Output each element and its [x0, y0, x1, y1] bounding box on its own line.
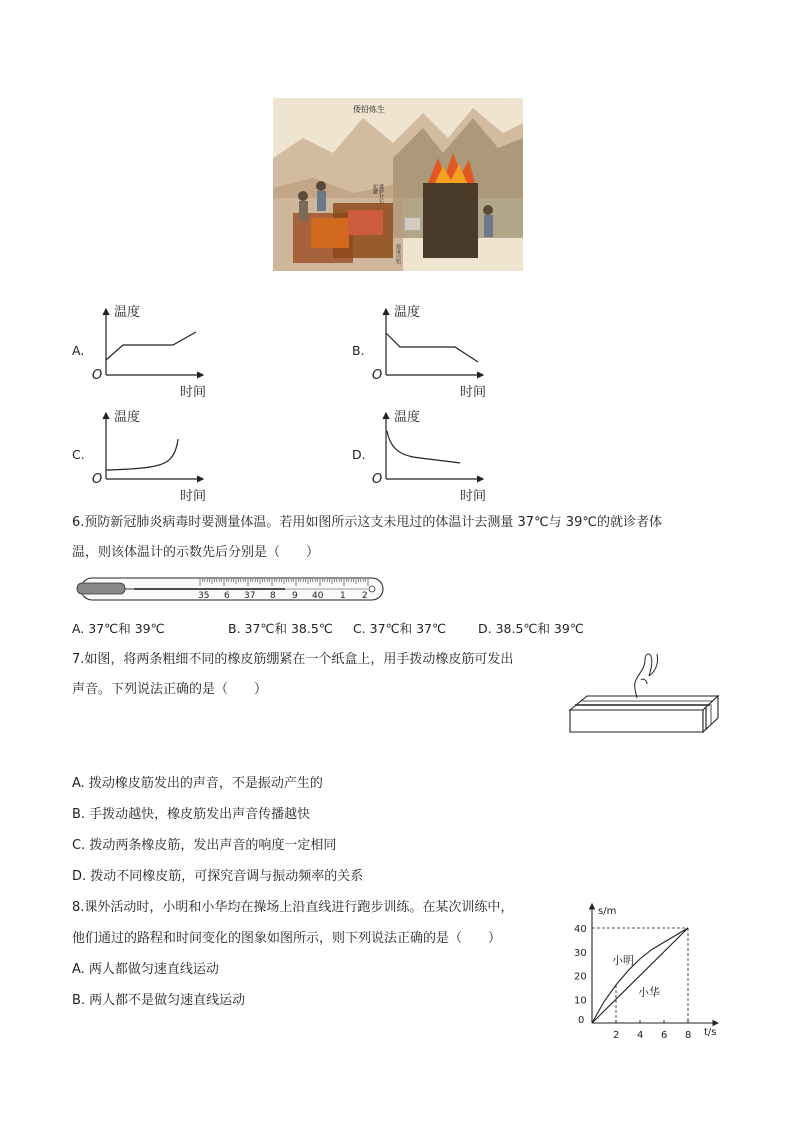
y-tick-label-40: 40: [574, 924, 587, 935]
option-a-graph[interactable]: [98, 305, 208, 383]
q6-stem-line1: 6.预防新冠肺炎病毒时要测量体温。若用如图所示这支未甩过的体温计去测量 37℃与 39℃的就诊者体: [72, 515, 662, 530]
series-label-xiaoming: 小明: [612, 954, 634, 967]
x-tick-label-8: 8: [685, 1030, 692, 1041]
option-c-graph[interactable]: [98, 409, 208, 487]
option-d-letter[interactable]: D.: [352, 447, 366, 462]
q8-stem-line1: 8.课外活动时，小明和小华均在操场上沿直线进行跑步训练。在某次训练中，: [72, 900, 514, 915]
option-d-xlabel: 时间: [460, 489, 487, 504]
option-a-xlabel: 时间: [180, 385, 207, 400]
illustration-caption: 倭铅炼生: [353, 105, 385, 114]
illustration-side-label-1: 泥罐: [372, 184, 378, 194]
q8-stem-line2: 他们通过的路程和时间变化的图象如图所示，则下列说法正确的是（ ）: [72, 931, 502, 946]
thermometer: [72, 574, 390, 604]
option-c-origin: O: [92, 472, 103, 487]
option-d-ylabel: 温度: [394, 410, 421, 425]
q6-option-a[interactable]: A. 37℃和 39℃: [72, 621, 165, 636]
x-tick-label-6: 6: [661, 1030, 668, 1041]
option-b-ylabel: 温度: [394, 305, 421, 320]
illustration-drawing: [273, 98, 523, 271]
illustration-zinc-smelting: [273, 98, 523, 271]
q7-stem-line1: 7.如图，将两条粗细不同的橡皮筋绷紧在一个纸盒上，用手拨动橡皮筋可发出: [72, 652, 514, 667]
q7-stem-line2: 声音。下列说法正确的是（ ）: [72, 682, 268, 697]
scale-label-35: 35: [198, 591, 210, 601]
x-tick-label-2: 2: [613, 1030, 620, 1041]
series-line-0: [592, 928, 688, 1023]
q7-option-d[interactable]: D. 拨动不同橡皮筋，可探究音调与振动频率的关系: [72, 869, 364, 884]
q8-option-a[interactable]: A. 两人都做匀速直线运动: [72, 962, 219, 977]
y-tick-label-20: 20: [574, 971, 587, 983]
rubber-band-box-figure: [565, 650, 720, 734]
option-a-ylabel: 温度: [114, 305, 141, 320]
option-c-letter[interactable]: C.: [72, 447, 85, 462]
option-c-ylabel: 温度: [114, 410, 141, 425]
option-d-origin: O: [372, 472, 383, 487]
x-tick-label-0: 0: [578, 1015, 585, 1026]
chart-xlabel: t/s: [704, 1027, 717, 1038]
series-label-xiaohua: 小华: [638, 986, 660, 999]
option-b-curve: [386, 333, 478, 362]
thermometer-bulb: [77, 583, 125, 594]
q7-option-b[interactable]: B. 手拨动越快，橡皮筋发出声音传播越快: [72, 807, 311, 822]
scale-label-40: 40: [312, 591, 324, 601]
illustration-side-label-2: 盛炉甘石: [378, 184, 384, 204]
option-b-origin: O: [372, 368, 383, 383]
q8-option-b[interactable]: B. 两人都不是做匀速直线运动: [72, 993, 246, 1008]
scale-label-37: 37: [244, 591, 256, 601]
option-d-graph[interactable]: [378, 409, 488, 487]
illustration-side-label-3: 熔成白铅: [395, 244, 401, 264]
option-b-letter[interactable]: B.: [352, 343, 365, 358]
x-tick-label-4: 4: [637, 1030, 644, 1041]
s-t-chart: [568, 898, 728, 1048]
option-a-letter[interactable]: A.: [72, 343, 85, 358]
option-d-curve: [387, 431, 460, 463]
option-a-curve: [106, 332, 196, 360]
option-b-graph[interactable]: [378, 305, 488, 383]
chart-ylabel: s/m: [598, 906, 617, 917]
option-b-xlabel: 时间: [460, 385, 487, 400]
scale-label-41: 1: [340, 591, 346, 601]
scale-label-38: 8: [270, 591, 276, 601]
scale-label-39: 9: [292, 591, 298, 601]
y-tick-label-10: 10: [574, 995, 587, 1007]
q6-option-d[interactable]: D. 38.5℃和 39℃: [478, 621, 584, 636]
scale-label-36: 6: [224, 591, 230, 601]
q6-stem-line2: 温，则该体温计的示数先后分别是（ ）: [72, 545, 320, 560]
option-c-curve: [106, 439, 178, 470]
q7-option-c[interactable]: C. 拨动两条橡皮筋，发出声音的响度一定相同: [72, 838, 337, 853]
option-a-origin: O: [92, 368, 103, 383]
option-c-xlabel: 时间: [180, 489, 207, 504]
scale-label-42: 2: [362, 591, 368, 601]
q6-option-c[interactable]: C. 37℃和 37℃: [353, 621, 447, 636]
q6-option-b[interactable]: B. 37℃和 38.5℃: [228, 621, 333, 636]
q7-option-a[interactable]: A. 拨动橡皮筋发出的声音，不是振动产生的: [72, 776, 323, 791]
y-tick-label-30: 30: [574, 947, 587, 959]
